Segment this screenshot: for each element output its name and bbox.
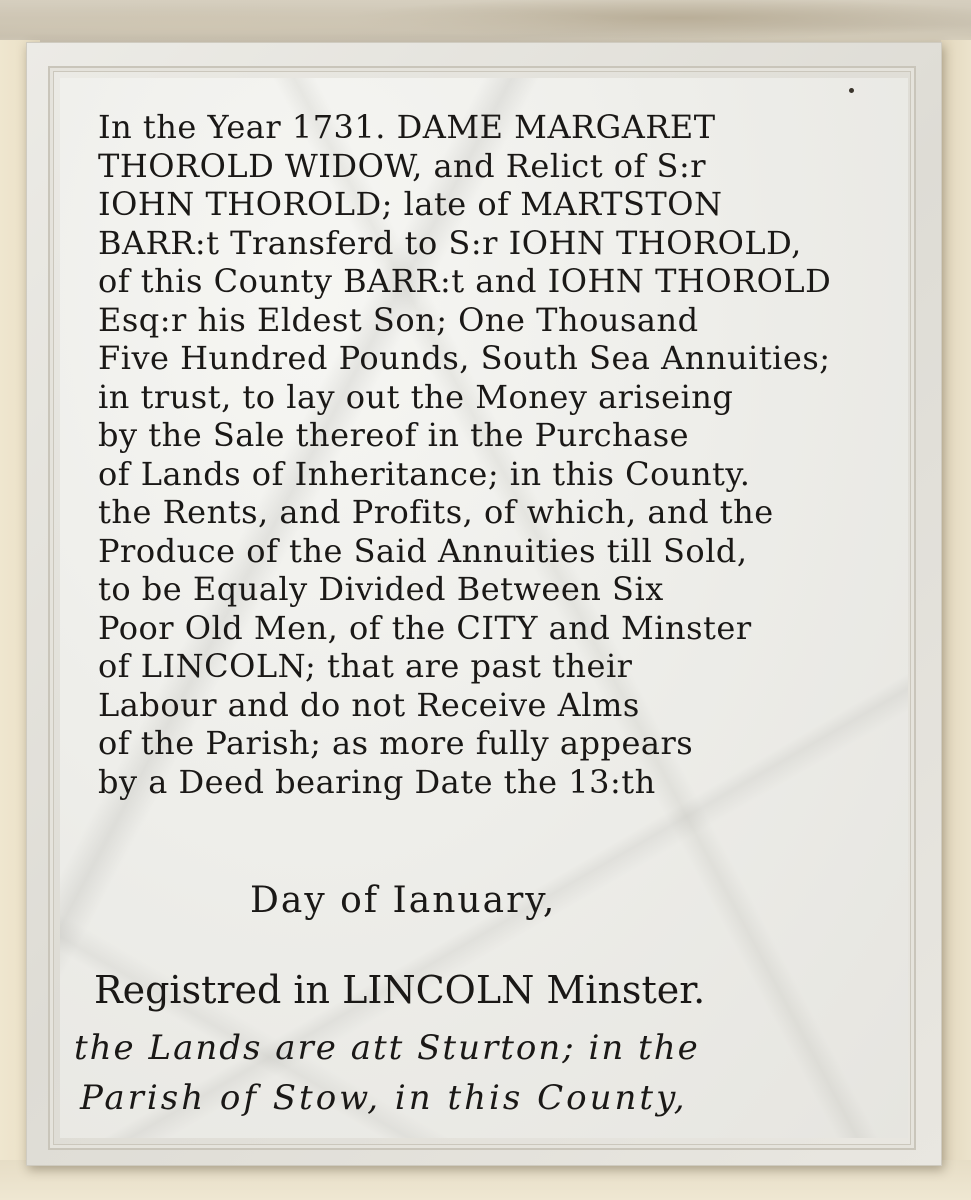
inscription-day-line: Day of Ianuary,	[250, 880, 557, 921]
wall-bottom	[0, 1160, 971, 1200]
inscription-line: by the Sale thereof in the Purchase	[98, 416, 690, 454]
marble-memorial-tablet	[60, 78, 908, 1138]
inscription-line: in trust, to lay out the Money ariseing	[98, 377, 734, 416]
inscription-line: Five Hundred Pounds, South Sea Annuities;	[98, 339, 831, 377]
wall-right	[941, 40, 971, 1200]
inscription-line: Esq:r his Eldest Son; One Thousand	[98, 300, 699, 339]
inscription-text	[98, 108, 888, 801]
inscription-line: In the Year 1731. DAME MARGARET	[98, 108, 716, 146]
inscription-line: of this County BARR:t and IOHN THOROLD	[98, 262, 832, 300]
inscription-line: Poor Old Men, of the CITY and Minster	[98, 608, 752, 647]
inscription-line: of the Parish; as more fully appears	[98, 724, 694, 762]
inscription-line: of LINCOLN; that are past their	[98, 647, 633, 685]
inscription-line: by a Deed bearing Date the 13:th	[98, 762, 656, 801]
inscription-line: IOHN THOROLD; late of MARTSTON	[98, 185, 723, 223]
stone-speck	[849, 88, 854, 93]
inscription-lands-line: the Lands are att Sturton; in the	[74, 1028, 700, 1068]
inscription-line: THOROLD WIDOW, and Relict of S:r	[98, 146, 707, 185]
inscription-line: Produce of the Said Annuities till Sold,	[98, 531, 748, 570]
inscription-line: Labour and do not Receive Alms	[98, 685, 640, 724]
inscription-parish-line: Parish of Stow, in this County,	[80, 1078, 688, 1118]
inscription-registered-line: Registred in LINCOLN Minster.	[94, 968, 706, 1012]
inscription-line: the Rents, and Profits, of which, and the	[98, 493, 774, 531]
inscription-line: BARR:t Transferd to S:r IOHN THOROLD,	[98, 223, 802, 262]
inscription-line: to be Equaly Divided Between Six	[98, 570, 664, 608]
inscription-line: of Lands of Inheritance; in this County.	[98, 454, 751, 493]
